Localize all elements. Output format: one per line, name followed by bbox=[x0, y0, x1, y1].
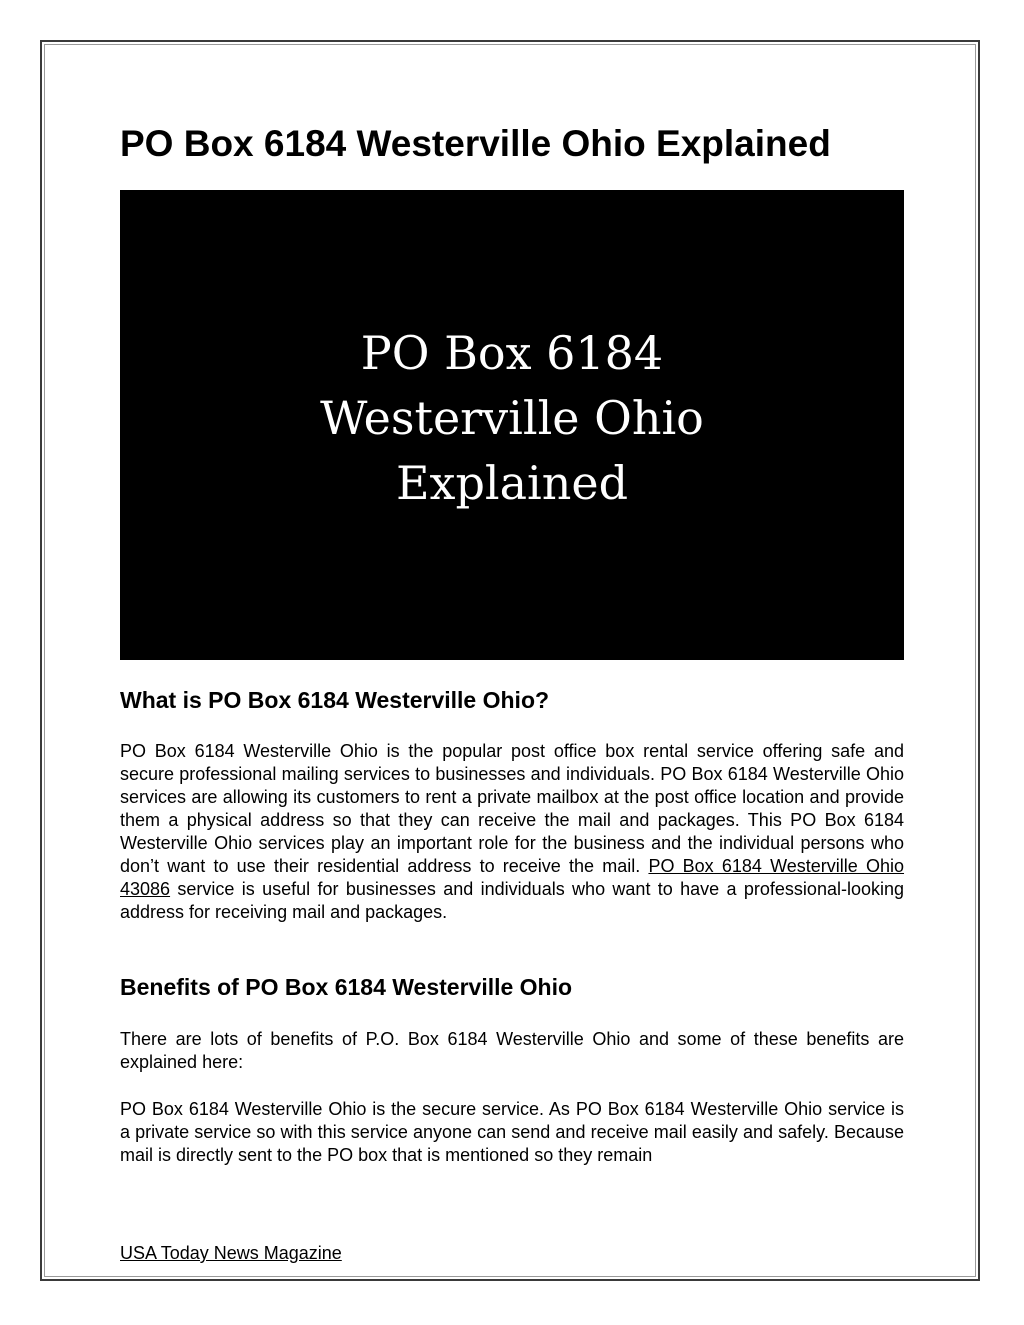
hero-title-line-2: Westerville Ohio bbox=[320, 390, 704, 445]
paragraph-text: PO Box 6184 Westerville Ohio is the popular post office box rental service offering safe and secure professional mailing services to businesses and individuals. PO Box 6184 Westerville Ohio services are allowing its customers to rent a private mailbox at the post office location and provide them a physical address so that they can receive the mail and packages. This PO Box 6184 Westerville Ohio services play an important role for the business and the individual persons who don’t want to use their residential address to receive the mail. bbox=[120, 741, 904, 876]
section-heading-what-is: What is PO Box 6184 Westerville Ohio? bbox=[120, 687, 550, 713]
hero-title bbox=[320, 321, 704, 516]
section-paragraph-what-is bbox=[120, 740, 904, 924]
hero-title-line-1: PO Box 6184 bbox=[360, 325, 664, 380]
footer-link[interactable]: USA Today News Magazine bbox=[120, 1243, 342, 1263]
po-box-43086-link[interactable]: PO Box 6184 Westerville Ohio 43086 bbox=[120, 856, 905, 899]
hero-image bbox=[120, 190, 904, 660]
page-title: PO Box 6184 Westerville Ohio Explained bbox=[120, 123, 831, 164]
benefits-intro-paragraph: There are lots of benefits of P.O. Box 6184 Westerville Ohio and some of these benefits are explained here: bbox=[120, 1029, 904, 1072]
benefits-paragraph: PO Box 6184 Westerville Ohio is the secure service. As PO Box 6184 Westerville Ohio service is a private service so with this service anyone can send and receive mail easily and safely. Because mail is directly sent to the PO box that is mentioned so they remain bbox=[120, 1099, 904, 1165]
hero-title-line-3: Explained bbox=[395, 455, 629, 510]
section-heading-benefits: Benefits of PO Box 6184 Westerville Ohio bbox=[120, 974, 573, 1000]
paragraph-text: service is useful for businesses and individuals who want to have a professional-looking address for receiving mail and packages. bbox=[120, 879, 904, 922]
